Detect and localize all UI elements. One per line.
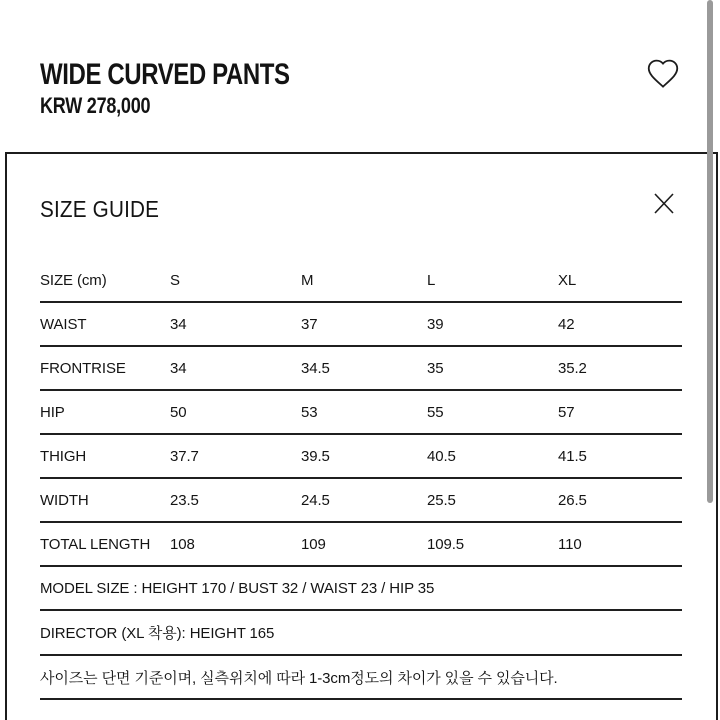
size-guide-title: SIZE GUIDE — [40, 196, 160, 222]
row-value: 34.5 — [301, 359, 330, 377]
row-value: 109.5 — [427, 535, 465, 553]
director-text: DIRECTOR (XL 착용): HEIGHT 165 — [40, 625, 275, 642]
row-value: 57 — [558, 403, 575, 421]
size-note-text: 사이즈는 단면 기준이며, 실측위치에 따라 1-3cm정도의 차이가 있을 수 있습니다. — [40, 669, 558, 687]
row-value: 35 — [427, 359, 444, 377]
row-value: 50 — [170, 403, 187, 421]
row-label: TOTAL LENGTH — [40, 535, 151, 553]
row-value: 37.7 — [170, 447, 199, 465]
column-header-s: S — [170, 271, 180, 289]
table-row-waist — [40, 303, 682, 347]
table-row-total-length — [40, 523, 682, 567]
row-value: 25.5 — [427, 491, 456, 509]
row-value: 55 — [427, 403, 444, 421]
heart-icon — [644, 80, 682, 95]
row-label: HIP — [40, 403, 65, 421]
column-header-l: L — [427, 271, 436, 289]
column-header-xl: XL — [558, 271, 577, 289]
row-value: 26.5 — [558, 491, 587, 509]
product-title: WIDE CURVED PANTS — [40, 58, 290, 91]
row-value: 41.5 — [558, 447, 587, 465]
row-label: THIGH — [40, 447, 87, 465]
row-value: 37 — [301, 315, 318, 333]
row-value: 110 — [558, 535, 582, 553]
row-value: 39.5 — [301, 447, 330, 465]
table-row-thigh — [40, 435, 682, 479]
row-value: 109 — [301, 535, 326, 553]
row-value: 53 — [301, 403, 318, 421]
row-value: 108 — [170, 535, 195, 553]
scrollbar-thumb[interactable] — [707, 0, 713, 503]
unit-header: SIZE (cm) — [40, 271, 107, 289]
table-row-hip — [40, 391, 682, 435]
close-button[interactable] — [648, 187, 680, 219]
row-value: 34 — [170, 359, 187, 377]
model-size-row — [40, 567, 682, 611]
close-icon — [648, 207, 680, 222]
row-value: 24.5 — [301, 491, 330, 509]
row-label: WIDTH — [40, 491, 89, 509]
row-value: 34 — [170, 315, 187, 333]
row-value: 39 — [427, 315, 444, 333]
table-row-width — [40, 479, 682, 523]
row-value: 23.5 — [170, 491, 199, 509]
wishlist-button[interactable] — [644, 54, 682, 92]
row-label: WAIST — [40, 315, 87, 333]
row-value: 40.5 — [427, 447, 456, 465]
row-value: 35.2 — [558, 359, 587, 377]
product-price: KRW 278,000 — [40, 93, 151, 118]
row-value: 42 — [558, 315, 575, 333]
size-table-header-row — [40, 259, 682, 303]
table-row-frontrise — [40, 347, 682, 391]
size-note-row — [40, 656, 682, 700]
size-table — [40, 259, 682, 700]
director-row — [40, 611, 682, 656]
row-label: FRONTRISE — [40, 359, 126, 377]
model-size-text: MODEL SIZE : HEIGHT 170 / BUST 32 / WAIST 23 / HIP 35 — [40, 579, 435, 597]
column-header-m: M — [301, 271, 314, 289]
